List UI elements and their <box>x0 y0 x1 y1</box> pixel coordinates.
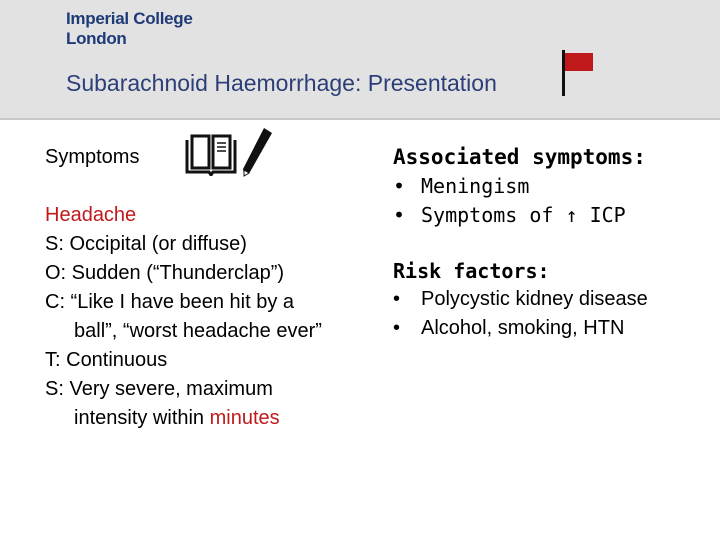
socrates-key: S: <box>45 378 64 400</box>
socrates-line <box>45 230 322 259</box>
college-logo <box>66 9 193 49</box>
list-item <box>393 172 648 201</box>
risk-title: Risk factors: <box>393 259 550 283</box>
headache-section <box>45 201 322 433</box>
list-item-text: Polycystic kidney disease <box>421 288 648 310</box>
socrates-line <box>45 346 322 375</box>
socrates-text: Continuous <box>60 349 168 371</box>
socrates-line <box>45 259 322 288</box>
list-item-text: Symptoms of ↑ ICP <box>421 203 626 227</box>
bullet: • <box>393 317 401 339</box>
socrates-line <box>45 404 322 433</box>
socrates-text: ball”, “worst headache ever” <box>74 320 322 342</box>
socrates-line <box>45 375 322 404</box>
pencil-icon <box>240 126 276 180</box>
bullet: • <box>393 174 406 198</box>
symptoms-label: Symptoms <box>45 146 140 168</box>
socrates-text: Very severe, maximum <box>63 378 273 400</box>
risk-list <box>393 285 648 343</box>
list-item <box>393 314 648 343</box>
socrates-key: O: <box>45 262 67 284</box>
bullet: • <box>393 203 406 227</box>
highlight-minutes: minutes <box>209 407 280 429</box>
right-column <box>393 143 648 343</box>
logo-line-2: London <box>66 29 127 48</box>
logo-line-1: Imperial College <box>66 9 193 28</box>
book-icon <box>183 134 239 176</box>
socrates-line <box>45 317 322 346</box>
list-item <box>393 201 648 230</box>
associated-title: Associated symptoms: <box>393 145 646 169</box>
flag-icon <box>560 50 600 100</box>
header-bar <box>0 0 720 120</box>
list-item-text: Alcohol, smoking, HTN <box>421 317 625 339</box>
socrates-text: intensity within <box>74 407 210 429</box>
bullet: • <box>393 288 401 310</box>
socrates-line <box>45 288 322 317</box>
socrates-text: Sudden (“Thunderclap”) <box>66 262 285 284</box>
associated-list <box>393 172 648 230</box>
socrates-key: T: <box>45 349 61 371</box>
socrates-text: Occipital (or diffuse) <box>63 233 247 255</box>
socrates-text: “Like I have been hit by a <box>65 291 295 313</box>
headache-heading: Headache <box>45 204 137 226</box>
slide-title: Subarachnoid Haemorrhage: Presentation <box>66 70 497 96</box>
socrates-key: C: <box>45 291 65 313</box>
list-item-text: Meningism <box>421 174 530 198</box>
list-item <box>393 285 648 314</box>
socrates-key: S: <box>45 233 64 255</box>
